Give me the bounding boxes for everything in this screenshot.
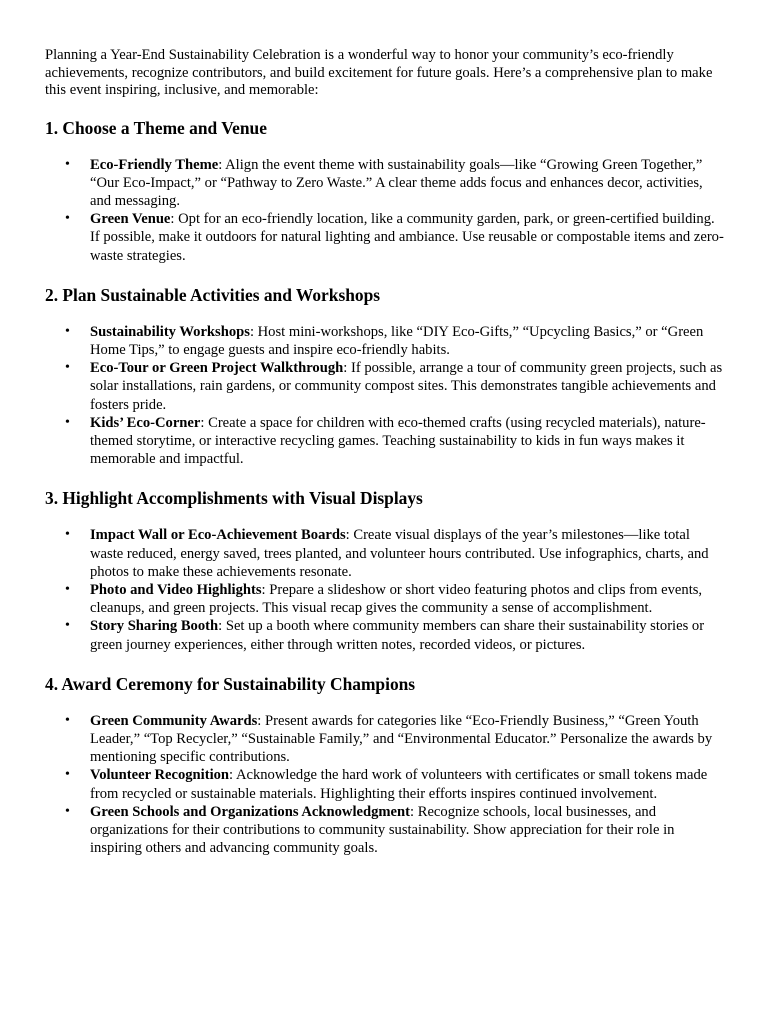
list-item xyxy=(45,617,724,653)
section-heading: 4. Award Ceremony for Sustainability Champions xyxy=(45,673,416,694)
section-activities-workshops xyxy=(45,285,724,469)
item-term: Green Schools and Organizations Acknowledgment xyxy=(90,803,411,820)
item-term: Eco-Tour or Green Project Walkthrough xyxy=(90,360,344,377)
section-heading: 1. Choose a Theme and Venue xyxy=(45,117,267,138)
list-item xyxy=(45,766,724,802)
bullet-icon: • xyxy=(65,211,70,227)
bullet-list xyxy=(45,323,724,469)
section-heading: 2. Plan Sustainable Activities and Workshops xyxy=(45,284,381,305)
bullet-icon: • xyxy=(65,156,70,172)
list-item xyxy=(45,526,724,581)
item-term: Photo and Video Highlights xyxy=(90,581,262,598)
bullet-list xyxy=(45,712,724,858)
item-text: : Create a space for children with eco-themed crafts (using recycled materials), nature-themed storytime, or interactive recycling games. Teaching sustainability to kids in fun ways makes it memorable and impactful. xyxy=(90,414,706,468)
item-term: Sustainability Workshops xyxy=(90,323,250,340)
list-item xyxy=(45,414,724,469)
bullet-icon: • xyxy=(65,323,70,339)
item-text: : Acknowledge the hard work of volunteers with certificates or small tokens made from recycled or sustainable materials. Highlighting their efforts inspires continued involvement. xyxy=(90,767,708,802)
bullet-icon: • xyxy=(65,527,70,543)
list-item xyxy=(45,359,724,414)
bullet-icon: • xyxy=(65,618,70,634)
item-term: Kids’ Eco-Corner xyxy=(90,414,201,431)
bullet-list xyxy=(45,156,724,265)
item-text: : Recognize schools, local businesses, and organizations for their contributions to community sustainability. Show appreciation for their role in inspiring others and advancing community goals. xyxy=(90,803,675,857)
bullet-icon: • xyxy=(65,712,70,728)
list-item xyxy=(45,210,724,265)
bullet-icon: • xyxy=(65,767,70,783)
item-text: : Prepare a slideshow or short video featuring photos and clips from events, cleanups, and green projects. This visual recap gives the community a sense of accomplishment. xyxy=(90,581,703,617)
section-heading: 3. Highlight Accomplishments with Visual Displays xyxy=(45,488,423,509)
item-term: Eco-Friendly Theme xyxy=(90,156,219,173)
section-theme-venue xyxy=(45,118,724,265)
item-text: : Host mini-workshops, like “DIY Eco-Gifts,” “Upcycling Basics,” or “Green Home Tips,” to engage guests and inspire eco-friendly habits. xyxy=(90,323,704,358)
item-text: : Align the event theme with sustainability goals—like “Growing Green Together,” “Our Eco-Impact,” or “Pathway to Zero Waste.” A clear theme adds focus and enhances decor, activities, and messaging. xyxy=(90,156,703,209)
list-item xyxy=(45,803,724,858)
item-text: : If possible, arrange a tour of community green projects, such as solar installations, rain gardens, or community compost sites. This demonstrates tangible achievements and fosters pride. xyxy=(90,360,723,413)
list-item xyxy=(45,156,724,211)
item-term: Volunteer Recognition xyxy=(90,767,230,784)
bullet-icon: • xyxy=(65,360,70,376)
item-term: Green Venue xyxy=(90,211,171,228)
intro-paragraph: Planning a Year-End Sustainability Celebration is a wonderful way to honor your community’s eco-friendly achievements, recognize contributors, and build excitement for future goals. Here’s a comprehensive plan to make this event inspiring, inclusive, and memorable: xyxy=(45,47,713,98)
list-item xyxy=(45,712,724,767)
bullet-icon: • xyxy=(65,803,70,819)
list-item xyxy=(45,323,724,359)
bullet-list xyxy=(45,526,724,653)
bullet-icon: • xyxy=(65,414,70,430)
bullet-icon: • xyxy=(65,581,70,597)
item-text: : Create visual displays of the year’s milestones—like total waste reduced, energy saved, trees planted, and volunteer hours contributed. Use infographics, charts, and photos to make these achievements resonate. xyxy=(90,527,709,580)
section-visual-displays xyxy=(45,488,724,653)
item-term: Impact Wall or Eco-Achievement Boards xyxy=(90,527,346,544)
item-term: Green Community Awards xyxy=(90,712,258,729)
item-text: : Opt for an eco-friendly location, like a community garden, park, or green-certified building. If possible, make it outdoors for natural lighting and ambiance. Use reusable or compostable items and zero-waste strategies. xyxy=(90,211,724,264)
item-term: Story Sharing Booth xyxy=(90,618,219,635)
list-item xyxy=(45,581,724,617)
item-text: : Set up a booth where community members can share their sustainability stories or green journey experiences, either through written notes, recorded videos, or pictures. xyxy=(90,618,705,653)
section-award-ceremony xyxy=(45,674,724,858)
item-text: : Present awards for categories like “Eco-Friendly Business,” “Green Youth Leader,” “Top Recycler,” “Sustainable Family,” and “Environmental Educator.” Personalize the awards by mentioning specific contributions. xyxy=(90,712,713,766)
